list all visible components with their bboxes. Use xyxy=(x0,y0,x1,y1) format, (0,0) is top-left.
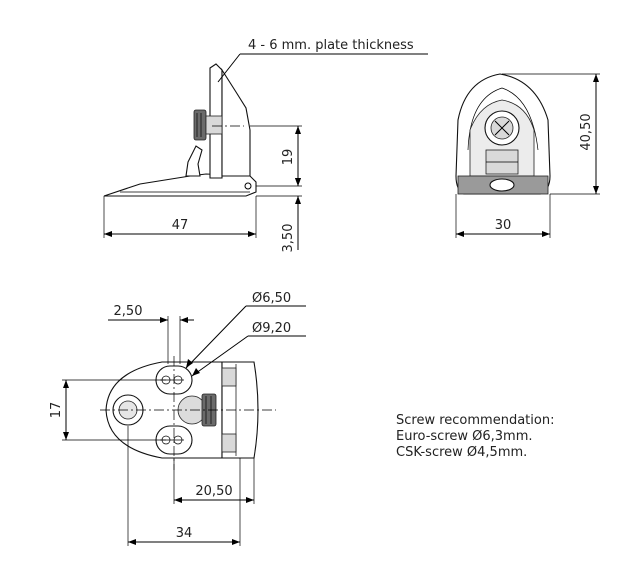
side-base-dim: 3,50 xyxy=(281,223,296,253)
top-view xyxy=(49,291,306,546)
top-height-dim: 17 xyxy=(49,401,64,419)
offset-dim: 2,50 xyxy=(113,304,143,319)
screw-notes xyxy=(396,413,554,460)
side-view xyxy=(104,38,428,252)
front-width-dim: 30 xyxy=(494,218,512,233)
diameter-small-label: Ø9,20 xyxy=(252,321,292,336)
front-view xyxy=(456,74,600,238)
note-heading: Screw recommendation: xyxy=(396,413,555,428)
side-height-dim: 19 xyxy=(281,148,296,166)
diameter-large-label: Ø6,50 xyxy=(252,291,292,306)
hole-spacing-dim: 20,50 xyxy=(195,484,233,499)
front-height-dim: 40,50 xyxy=(579,113,594,151)
top-width-dim: 34 xyxy=(175,526,193,541)
side-width-dim: 47 xyxy=(171,218,189,233)
plate-thickness-label: 4 - 6 mm. plate thickness xyxy=(248,38,414,53)
note-csk-screw: CSK-screw Ø4,5mm. xyxy=(396,445,528,460)
note-euro-screw: Euro-screw Ø6,3mm. xyxy=(396,429,533,444)
